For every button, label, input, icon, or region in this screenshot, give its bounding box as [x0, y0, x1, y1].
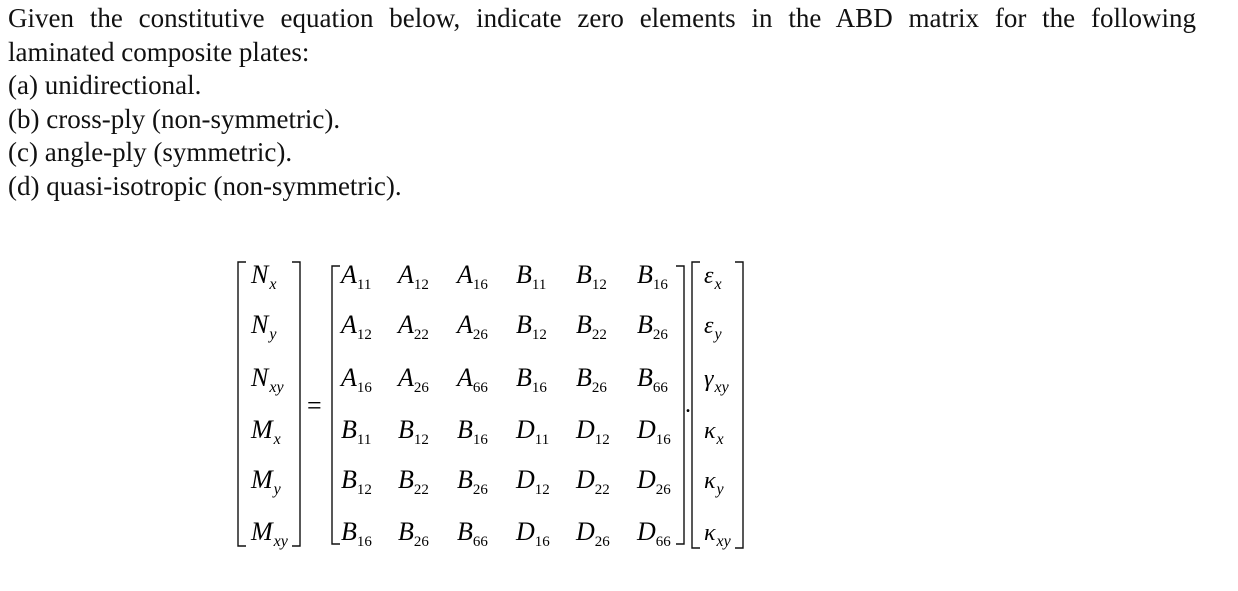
matrix-entry-1-1: A11	[341, 260, 372, 293]
matrix-entry-3-5: B26	[576, 363, 607, 396]
matrix-entry-4-3: B16	[457, 415, 488, 448]
matrix-entry-2-5: B22	[576, 310, 607, 343]
matrix-entry-1-4: B11	[516, 260, 547, 293]
matrix-entry-3-4: B16	[516, 363, 547, 396]
matrix-entry-3-1: A16	[341, 363, 372, 396]
matrix-entry-6-3: B66	[457, 517, 488, 550]
lhs-term-2: Ny	[251, 310, 277, 343]
matrix-entry-6-2: B26	[398, 517, 429, 550]
rhs-bracket-left	[692, 262, 700, 548]
matrix-entry-5-6: D26	[637, 465, 671, 498]
matrix-entry-1-3: A16	[457, 260, 488, 293]
matrix-entry-2-2: A22	[398, 310, 429, 343]
lhs-term-5: My	[251, 465, 281, 498]
lhs-term-6: Mxy	[251, 517, 288, 550]
matrix-entry-6-1: B16	[341, 517, 372, 550]
abd-matrix	[339, 260, 671, 550]
matrix-entry-2-6: B26	[637, 310, 668, 343]
matrix-bracket-left	[332, 266, 340, 544]
part-d: (d) quasi-isotropic (non-symmetric).	[8, 170, 402, 201]
part-a: (a) unidirectional.	[8, 70, 202, 101]
matrix-bracket-right	[676, 266, 684, 544]
matrix-entry-1-6: B16	[637, 260, 668, 293]
equals-sign: =	[307, 391, 322, 420]
lhs-term-4: Mx	[251, 415, 281, 448]
matrix-entry-4-4: D11	[516, 415, 550, 448]
matrix-entry-1-5: B12	[576, 260, 607, 293]
matrix-entry-3-3: A66	[457, 363, 488, 396]
matrix-entry-4-1: B11	[341, 415, 372, 448]
matrix-entry-5-5: D22	[576, 465, 610, 498]
matrix-entry-1-2: A12	[398, 260, 429, 293]
matrix-entry-3-6: B66	[637, 363, 668, 396]
part-c: (c) angle-ply (symmetric).	[8, 137, 293, 168]
rhs-vector	[704, 263, 732, 550]
rhs-term-6: κxy	[704, 520, 731, 550]
matrix-entry-2-3: A26	[457, 310, 488, 343]
rhs-term-3: γxy	[704, 366, 729, 396]
matrix-entry-2-1: A12	[341, 310, 372, 343]
matrix-entry-3-2: A26	[398, 363, 429, 396]
matrix-entry-4-6: D16	[637, 415, 671, 448]
lhs-bracket-right	[292, 262, 300, 546]
matrix-entry-6-6: D66	[637, 517, 671, 550]
rhs-term-2: εy	[704, 313, 722, 343]
matrix-entry-5-3: B26	[457, 465, 488, 498]
lhs-term-3: Nxy	[251, 363, 284, 396]
matrix-entry-5-4: D12	[516, 465, 550, 498]
lhs-bracket-left	[238, 262, 246, 546]
matrix-entry-5-2: B22	[398, 465, 429, 498]
rhs-term-5: κy	[704, 468, 724, 498]
matrix-entry-2-4: B12	[516, 310, 547, 343]
matrix-entry-5-1: B12	[341, 465, 372, 498]
lhs-term-1: Nx	[251, 260, 277, 293]
matrix-entry-4-2: B12	[398, 415, 429, 448]
matrix-entry-4-5: D12	[576, 415, 610, 448]
multiply-dot: .	[685, 392, 691, 418]
matrix-entry-6-4: D16	[516, 517, 550, 550]
lhs-vector	[250, 260, 289, 550]
intro-line-2: laminated composite plates:	[8, 36, 310, 67]
matrix-entry-6-5: D26	[576, 517, 610, 550]
rhs-bracket-right	[735, 262, 743, 548]
intro-line-1: Given the constitutive equation below, indicate zero elements in the ABD matrix for the following	[8, 3, 1196, 33]
part-b: (b) cross-ply (non-symmetric).	[8, 103, 341, 134]
rhs-term-4: κx	[704, 418, 724, 448]
rhs-term-1: εx	[704, 263, 722, 293]
